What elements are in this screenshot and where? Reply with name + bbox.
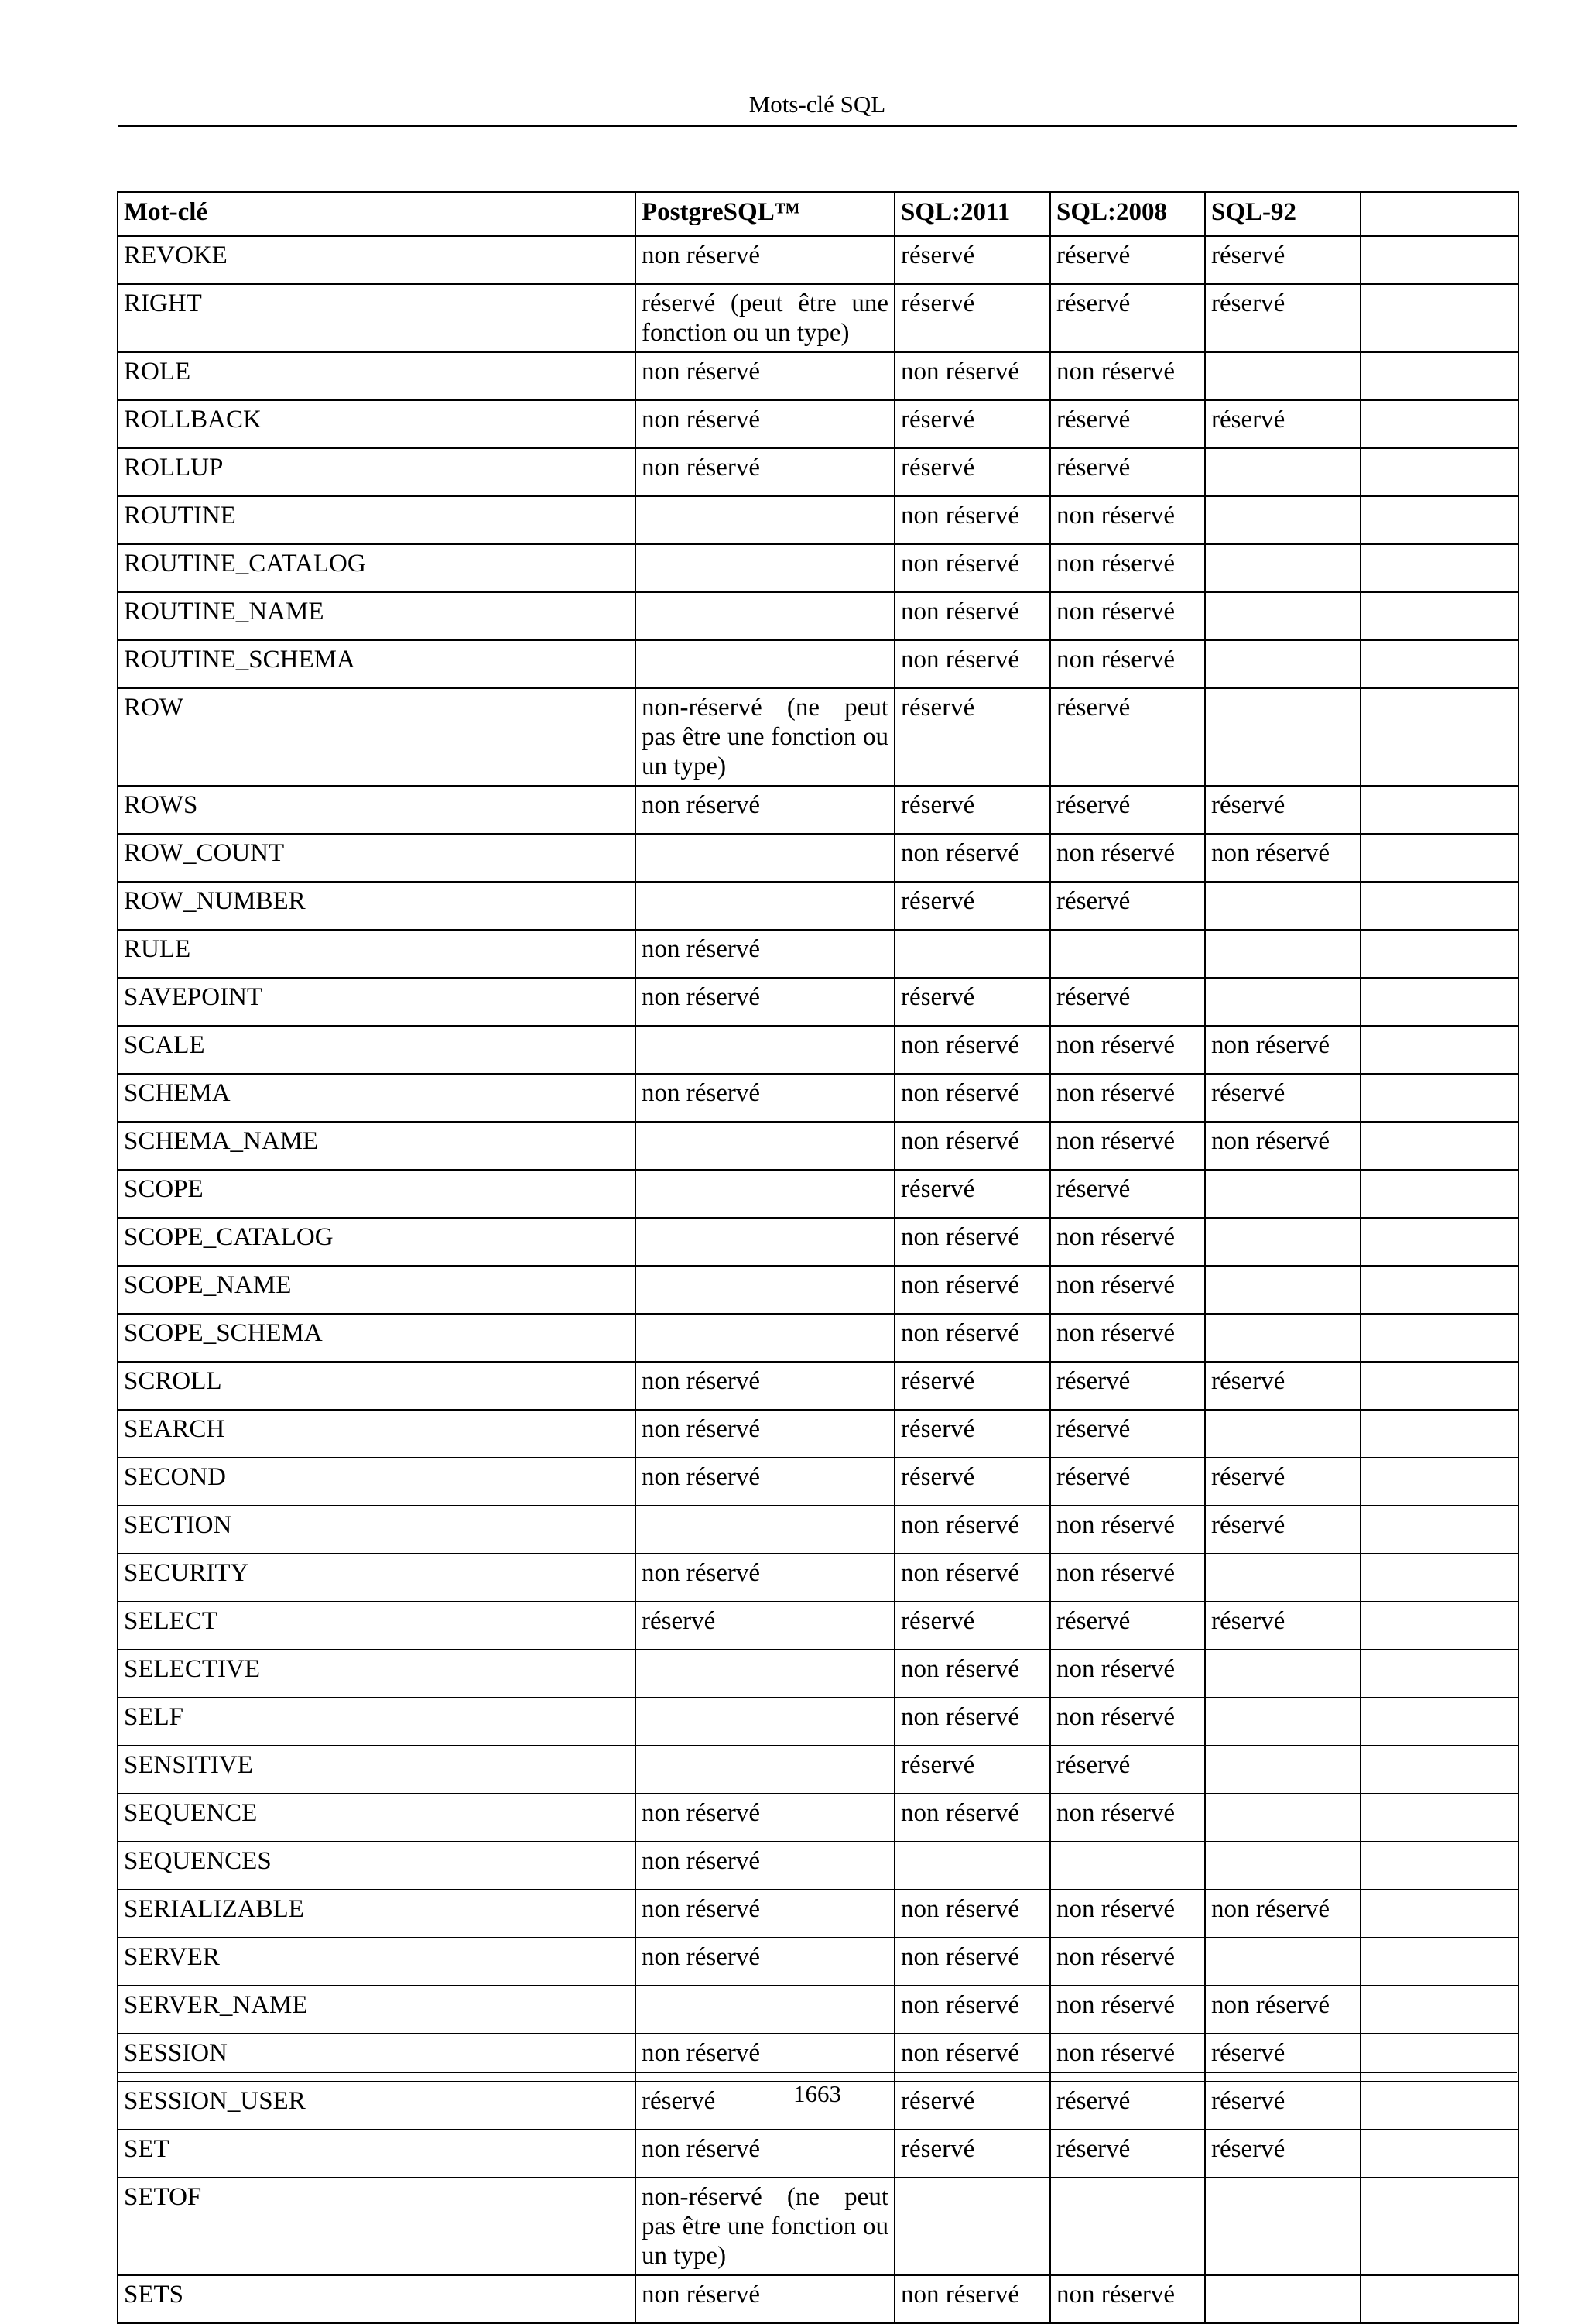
- cell-sql2008: réservé: [1050, 236, 1205, 284]
- cell-sql2008: non réservé: [1050, 2275, 1205, 2323]
- table-row: [118, 1506, 1518, 1554]
- cell-extra: [1361, 544, 1518, 592]
- cell-sql2008: réservé: [1050, 1458, 1205, 1506]
- cell-sql2008: non réservé: [1050, 640, 1205, 688]
- cell-keyword: SCALE: [118, 1026, 635, 1074]
- cell-extra: [1361, 1794, 1518, 1842]
- cell-keyword: SCOPE_CATALOG: [118, 1218, 635, 1266]
- table-row: [118, 1026, 1518, 1074]
- table-row: [118, 1890, 1518, 1938]
- cell-sql2008: non réservé: [1050, 1986, 1205, 2034]
- cell-postgresql: [635, 640, 895, 688]
- table-row: [118, 1266, 1518, 1314]
- cell-postgresql: non réservé: [635, 2275, 895, 2323]
- cell-keyword: SELECTIVE: [118, 1650, 635, 1698]
- cell-sql2011: [895, 1842, 1050, 1890]
- cell-postgresql: non réservé: [635, 1554, 895, 1602]
- cell-sql2011: non réservé: [895, 1266, 1050, 1314]
- cell-postgresql: non réservé: [635, 1842, 895, 1890]
- cell-keyword: RULE: [118, 930, 635, 978]
- cell-sql2011: non réservé: [895, 592, 1050, 640]
- cell-extra: [1361, 1698, 1518, 1746]
- cell-sql2008: réservé: [1050, 882, 1205, 930]
- cell-postgresql: non réservé: [635, 2034, 895, 2082]
- cell-postgresql: [635, 1650, 895, 1698]
- cell-sql2008: réservé: [1050, 2082, 1205, 2130]
- cell-keyword: ROUTINE_NAME: [118, 592, 635, 640]
- table-row: [118, 448, 1518, 496]
- cell-keyword: ROUTINE_SCHEMA: [118, 640, 635, 688]
- table-row: [118, 834, 1518, 882]
- cell-sql2008: non réservé: [1050, 544, 1205, 592]
- cell-sql2008: réservé: [1050, 448, 1205, 496]
- cell-postgresql: [635, 1698, 895, 1746]
- cell-extra: [1361, 400, 1518, 448]
- cell-postgresql: non-réservé (ne peut pas être une fonction ou un type): [635, 688, 895, 786]
- cell-postgresql: [635, 496, 895, 544]
- cell-sql2011: non réservé: [895, 1026, 1050, 1074]
- cell-extra: [1361, 1218, 1518, 1266]
- cell-postgresql: non réservé: [635, 1890, 895, 1938]
- page-header: [118, 87, 1517, 127]
- cell-sql92: [1205, 544, 1361, 592]
- cell-extra: [1361, 786, 1518, 834]
- cell-postgresql: [635, 1218, 895, 1266]
- cell-sql2011: non réservé: [895, 1650, 1050, 1698]
- cell-sql2008: réservé: [1050, 1170, 1205, 1218]
- cell-sql2008: non réservé: [1050, 352, 1205, 400]
- cell-sql2008: réservé: [1050, 2130, 1205, 2178]
- cell-keyword: SERVER_NAME: [118, 1986, 635, 2034]
- cell-extra: [1361, 496, 1518, 544]
- cell-extra: [1361, 352, 1518, 400]
- cell-postgresql: non réservé: [635, 448, 895, 496]
- cell-extra: [1361, 1410, 1518, 1458]
- table-row: [118, 1794, 1518, 1842]
- cell-extra: [1361, 640, 1518, 688]
- table-row: [118, 1938, 1518, 1986]
- cell-sql2008: non réservé: [1050, 1794, 1205, 1842]
- cell-sql2011: non réservé: [895, 1314, 1050, 1362]
- cell-extra: [1361, 930, 1518, 978]
- cell-sql2008: non réservé: [1050, 1650, 1205, 1698]
- cell-extra: [1361, 1506, 1518, 1554]
- cell-sql2011: non réservé: [895, 1794, 1050, 1842]
- cell-keyword: SECOND: [118, 1458, 635, 1506]
- cell-keyword: SCOPE_SCHEMA: [118, 1314, 635, 1362]
- cell-sql2011: réservé: [895, 1458, 1050, 1506]
- cell-keyword: SEQUENCES: [118, 1842, 635, 1890]
- page-number: 1663: [793, 2080, 841, 2107]
- table-row: [118, 1746, 1518, 1794]
- table-row: [118, 1218, 1518, 1266]
- cell-keyword: SCHEMA_NAME: [118, 1122, 635, 1170]
- cell-keyword: SETS: [118, 2275, 635, 2323]
- cell-postgresql: non réservé: [635, 352, 895, 400]
- cell-sql2011: non réservé: [895, 640, 1050, 688]
- cell-extra: [1361, 834, 1518, 882]
- table-row: [118, 1122, 1518, 1170]
- cell-sql2011: réservé: [895, 1410, 1050, 1458]
- cell-sql2011: réservé: [895, 882, 1050, 930]
- cell-extra: [1361, 1890, 1518, 1938]
- cell-sql92: non réservé: [1205, 1986, 1361, 2034]
- cell-keyword: SAVEPOINT: [118, 978, 635, 1026]
- cell-keyword: SERIALIZABLE: [118, 1890, 635, 1938]
- cell-sql2011: réservé: [895, 1362, 1050, 1410]
- cell-keyword: RIGHT: [118, 284, 635, 352]
- cell-extra: [1361, 2275, 1518, 2323]
- table-row: [118, 786, 1518, 834]
- cell-sql2008: réservé: [1050, 978, 1205, 1026]
- cell-sql92: réservé: [1205, 1506, 1361, 1554]
- cell-extra: [1361, 284, 1518, 352]
- cell-postgresql: non réservé: [635, 1938, 895, 1986]
- cell-extra: [1361, 978, 1518, 1026]
- cell-keyword: SCHEMA: [118, 1074, 635, 1122]
- cell-sql2011: non réservé: [895, 1074, 1050, 1122]
- cell-postgresql: non réservé: [635, 400, 895, 448]
- cell-sql92: [1205, 496, 1361, 544]
- cell-extra: [1361, 1266, 1518, 1314]
- cell-postgresql: non réservé: [635, 1410, 895, 1458]
- table-body: [118, 236, 1518, 2323]
- cell-sql2008: réservé: [1050, 1746, 1205, 1794]
- cell-sql2011: non réservé: [895, 834, 1050, 882]
- cell-extra: [1361, 2130, 1518, 2178]
- table-row: [118, 352, 1518, 400]
- table-row: [118, 1986, 1518, 2034]
- cell-sql2008: réservé: [1050, 688, 1205, 786]
- cell-sql2008: réservé: [1050, 400, 1205, 448]
- cell-extra: [1361, 1746, 1518, 1794]
- cell-keyword: SELF: [118, 1698, 635, 1746]
- cell-keyword: SCROLL: [118, 1362, 635, 1410]
- cell-sql92: réservé: [1205, 1458, 1361, 1506]
- cell-extra: [1361, 236, 1518, 284]
- cell-keyword: SERVER: [118, 1938, 635, 1986]
- cell-sql92: réservé: [1205, 2034, 1361, 2082]
- cell-sql2011: réservé: [895, 1602, 1050, 1650]
- cell-sql2008: réservé: [1050, 1410, 1205, 1458]
- cell-extra: [1361, 688, 1518, 786]
- table-header-row: [118, 192, 1518, 236]
- cell-sql92: [1205, 1554, 1361, 1602]
- cell-extra: [1361, 2178, 1518, 2275]
- cell-extra: [1361, 1170, 1518, 1218]
- cell-sql92: [1205, 640, 1361, 688]
- cell-keyword: SESSION_USER: [118, 2082, 635, 2130]
- cell-sql2011: [895, 930, 1050, 978]
- cell-sql2011: non réservé: [895, 1890, 1050, 1938]
- cell-sql92: [1205, 352, 1361, 400]
- table-row: [118, 640, 1518, 688]
- cell-postgresql: [635, 834, 895, 882]
- cell-postgresql: [635, 1986, 895, 2034]
- cell-keyword: SET: [118, 2130, 635, 2178]
- cell-sql2008: réservé: [1050, 786, 1205, 834]
- cell-sql2008: non réservé: [1050, 2034, 1205, 2082]
- cell-keyword: SCOPE: [118, 1170, 635, 1218]
- column-header-sql2011: SQL:2011: [895, 192, 1050, 236]
- table-row: [118, 2178, 1518, 2275]
- cell-keyword: ROUTINE: [118, 496, 635, 544]
- cell-sql92: [1205, 2178, 1361, 2275]
- cell-postgresql: [635, 1026, 895, 1074]
- cell-keyword: SEQUENCE: [118, 1794, 635, 1842]
- cell-sql92: [1205, 1698, 1361, 1746]
- cell-keyword: SECTION: [118, 1506, 635, 1554]
- cell-keyword: ROWS: [118, 786, 635, 834]
- cell-sql2011: réservé: [895, 448, 1050, 496]
- cell-extra: [1361, 1554, 1518, 1602]
- cell-keyword: ROLLBACK: [118, 400, 635, 448]
- cell-extra: [1361, 1650, 1518, 1698]
- cell-sql92: [1205, 1170, 1361, 1218]
- table-row: [118, 496, 1518, 544]
- table-row: [118, 400, 1518, 448]
- cell-extra: [1361, 1122, 1518, 1170]
- cell-keyword: SETOF: [118, 2178, 635, 2275]
- cell-sql92: [1205, 1266, 1361, 1314]
- table-row: [118, 1842, 1518, 1890]
- cell-extra: [1361, 1026, 1518, 1074]
- cell-extra: [1361, 448, 1518, 496]
- cell-sql2011: réservé: [895, 236, 1050, 284]
- cell-postgresql: non réservé: [635, 930, 895, 978]
- cell-sql92: [1205, 1650, 1361, 1698]
- cell-sql2011: non réservé: [895, 1938, 1050, 1986]
- cell-sql92: réservé: [1205, 2082, 1361, 2130]
- cell-keyword: ROW_NUMBER: [118, 882, 635, 930]
- cell-sql92: réservé: [1205, 1074, 1361, 1122]
- cell-sql92: réservé: [1205, 1602, 1361, 1650]
- cell-postgresql: [635, 1314, 895, 1362]
- cell-postgresql: non réservé: [635, 786, 895, 834]
- cell-sql2008: non réservé: [1050, 834, 1205, 882]
- cell-sql2011: réservé: [895, 688, 1050, 786]
- cell-sql92: réservé: [1205, 236, 1361, 284]
- cell-sql2008: non réservé: [1050, 496, 1205, 544]
- cell-sql2008: [1050, 2178, 1205, 2275]
- page-footer: [118, 2072, 1517, 2112]
- cell-extra: [1361, 1074, 1518, 1122]
- cell-keyword: REVOKE: [118, 236, 635, 284]
- table-row: [118, 930, 1518, 978]
- table-row: [118, 284, 1518, 352]
- cell-sql92: réservé: [1205, 2130, 1361, 2178]
- cell-sql2011: réservé: [895, 786, 1050, 834]
- cell-sql2008: non réservé: [1050, 1026, 1205, 1074]
- cell-sql2008: réservé: [1050, 1362, 1205, 1410]
- cell-sql2011: [895, 2178, 1050, 2275]
- cell-keyword: ROUTINE_CATALOG: [118, 544, 635, 592]
- cell-sql2008: [1050, 1842, 1205, 1890]
- cell-sql2011: non réservé: [895, 1218, 1050, 1266]
- cell-postgresql: [635, 1266, 895, 1314]
- cell-postgresql: [635, 1170, 895, 1218]
- cell-sql2011: réservé: [895, 400, 1050, 448]
- cell-postgresql: [635, 592, 895, 640]
- cell-sql92: [1205, 1842, 1361, 1890]
- cell-sql92: réservé: [1205, 400, 1361, 448]
- cell-postgresql: non-réservé (ne peut pas être une fonction ou un type): [635, 2178, 895, 2275]
- cell-sql92: non réservé: [1205, 1026, 1361, 1074]
- keywords-table-container: [117, 191, 1518, 2324]
- cell-sql92: [1205, 882, 1361, 930]
- cell-keyword: SCOPE_NAME: [118, 1266, 635, 1314]
- cell-sql92: non réservé: [1205, 1122, 1361, 1170]
- cell-extra: [1361, 1938, 1518, 1986]
- cell-sql2011: non réservé: [895, 2034, 1050, 2082]
- table-row: [118, 688, 1518, 786]
- cell-sql2011: réservé: [895, 978, 1050, 1026]
- keywords-table: [117, 191, 1519, 2324]
- table-row: [118, 1650, 1518, 1698]
- cell-sql2008: non réservé: [1050, 1698, 1205, 1746]
- cell-postgresql: réservé: [635, 2082, 895, 2130]
- cell-sql92: [1205, 448, 1361, 496]
- cell-extra: [1361, 1842, 1518, 1890]
- cell-sql2008: réservé: [1050, 284, 1205, 352]
- cell-sql2011: non réservé: [895, 2275, 1050, 2323]
- cell-postgresql: [635, 882, 895, 930]
- cell-sql2011: non réservé: [895, 1698, 1050, 1746]
- cell-sql2011: non réservé: [895, 1554, 1050, 1602]
- cell-sql2011: non réservé: [895, 1122, 1050, 1170]
- table-row: [118, 1458, 1518, 1506]
- table-row: [118, 1554, 1518, 1602]
- cell-sql2011: non réservé: [895, 352, 1050, 400]
- table-row: [118, 1074, 1518, 1122]
- cell-keyword: SECURITY: [118, 1554, 635, 1602]
- column-header-postgresql: PostgreSQL™: [635, 192, 895, 236]
- cell-sql2008: non réservé: [1050, 1938, 1205, 1986]
- cell-sql2008: non réservé: [1050, 1314, 1205, 1362]
- cell-sql92: [1205, 1410, 1361, 1458]
- cell-sql92: non réservé: [1205, 834, 1361, 882]
- table-row: [118, 1314, 1518, 1362]
- cell-sql2011: non réservé: [895, 1986, 1050, 2034]
- cell-sql92: réservé: [1205, 1362, 1361, 1410]
- cell-postgresql: [635, 1122, 895, 1170]
- cell-keyword: ROW_COUNT: [118, 834, 635, 882]
- column-header-sql92: SQL-92: [1205, 192, 1361, 236]
- cell-postgresql: [635, 1506, 895, 1554]
- cell-sql2008: [1050, 930, 1205, 978]
- table-row: [118, 882, 1518, 930]
- cell-keyword: SENSITIVE: [118, 1746, 635, 1794]
- cell-postgresql: [635, 544, 895, 592]
- table-row: [118, 1698, 1518, 1746]
- cell-extra: [1361, 1362, 1518, 1410]
- cell-extra: [1361, 592, 1518, 640]
- table-row: [118, 1602, 1518, 1650]
- cell-postgresql: non réservé: [635, 2130, 895, 2178]
- column-header-keyword: Mot-clé: [118, 192, 635, 236]
- table-row: [118, 1410, 1518, 1458]
- cell-keyword: SEARCH: [118, 1410, 635, 1458]
- cell-sql2008: non réservé: [1050, 1506, 1205, 1554]
- cell-postgresql: non réservé: [635, 978, 895, 1026]
- table-row: [118, 544, 1518, 592]
- cell-keyword: SELECT: [118, 1602, 635, 1650]
- cell-postgresql: non réservé: [635, 1362, 895, 1410]
- cell-sql2011: non réservé: [895, 1506, 1050, 1554]
- table-row: [118, 236, 1518, 284]
- cell-sql2008: réservé: [1050, 1602, 1205, 1650]
- cell-postgresql: non réservé: [635, 1074, 895, 1122]
- cell-postgresql: réservé (peut être une fonction ou un type): [635, 284, 895, 352]
- cell-sql92: [1205, 930, 1361, 978]
- cell-sql2008: non réservé: [1050, 1074, 1205, 1122]
- cell-sql92: [1205, 1314, 1361, 1362]
- cell-sql2011: réservé: [895, 2082, 1050, 2130]
- column-header-sql2008: SQL:2008: [1050, 192, 1205, 236]
- cell-sql2008: non réservé: [1050, 1218, 1205, 1266]
- cell-sql92: réservé: [1205, 786, 1361, 834]
- cell-keyword: SESSION: [118, 2034, 635, 2082]
- cell-postgresql: non réservé: [635, 1794, 895, 1842]
- cell-sql92: [1205, 1746, 1361, 1794]
- table-row: [118, 978, 1518, 1026]
- cell-sql2011: non réservé: [895, 544, 1050, 592]
- cell-postgresql: non réservé: [635, 236, 895, 284]
- cell-sql92: [1205, 688, 1361, 786]
- cell-sql92: [1205, 978, 1361, 1026]
- cell-sql92: [1205, 592, 1361, 640]
- cell-sql2008: non réservé: [1050, 1266, 1205, 1314]
- table-row: [118, 2275, 1518, 2323]
- cell-keyword: ROW: [118, 688, 635, 786]
- cell-sql2008: non réservé: [1050, 1122, 1205, 1170]
- cell-sql92: [1205, 1938, 1361, 1986]
- cell-sql2008: non réservé: [1050, 1890, 1205, 1938]
- cell-sql92: [1205, 1218, 1361, 1266]
- column-header-empty: [1361, 192, 1518, 236]
- cell-keyword: ROLLUP: [118, 448, 635, 496]
- cell-sql2011: réservé: [895, 1170, 1050, 1218]
- table-row: [118, 1362, 1518, 1410]
- cell-sql2008: non réservé: [1050, 592, 1205, 640]
- cell-extra: [1361, 1986, 1518, 2034]
- cell-sql92: [1205, 2275, 1361, 2323]
- cell-postgresql: [635, 1746, 895, 1794]
- cell-sql92: réservé: [1205, 284, 1361, 352]
- table-row: [118, 2130, 1518, 2178]
- table-row: [118, 592, 1518, 640]
- cell-keyword: ROLE: [118, 352, 635, 400]
- page-title: Mots-clé SQL: [748, 91, 886, 118]
- cell-extra: [1361, 882, 1518, 930]
- cell-sql2011: non réservé: [895, 496, 1050, 544]
- cell-postgresql: réservé: [635, 1602, 895, 1650]
- cell-sql92: [1205, 1794, 1361, 1842]
- cell-extra: [1361, 1602, 1518, 1650]
- table-row: [118, 1170, 1518, 1218]
- cell-sql2011: réservé: [895, 2130, 1050, 2178]
- cell-sql2011: réservé: [895, 1746, 1050, 1794]
- cell-extra: [1361, 1458, 1518, 1506]
- cell-sql2011: réservé: [895, 284, 1050, 352]
- cell-extra: [1361, 1314, 1518, 1362]
- cell-sql2008: non réservé: [1050, 1554, 1205, 1602]
- cell-sql92: non réservé: [1205, 1890, 1361, 1938]
- cell-postgresql: non réservé: [635, 1458, 895, 1506]
